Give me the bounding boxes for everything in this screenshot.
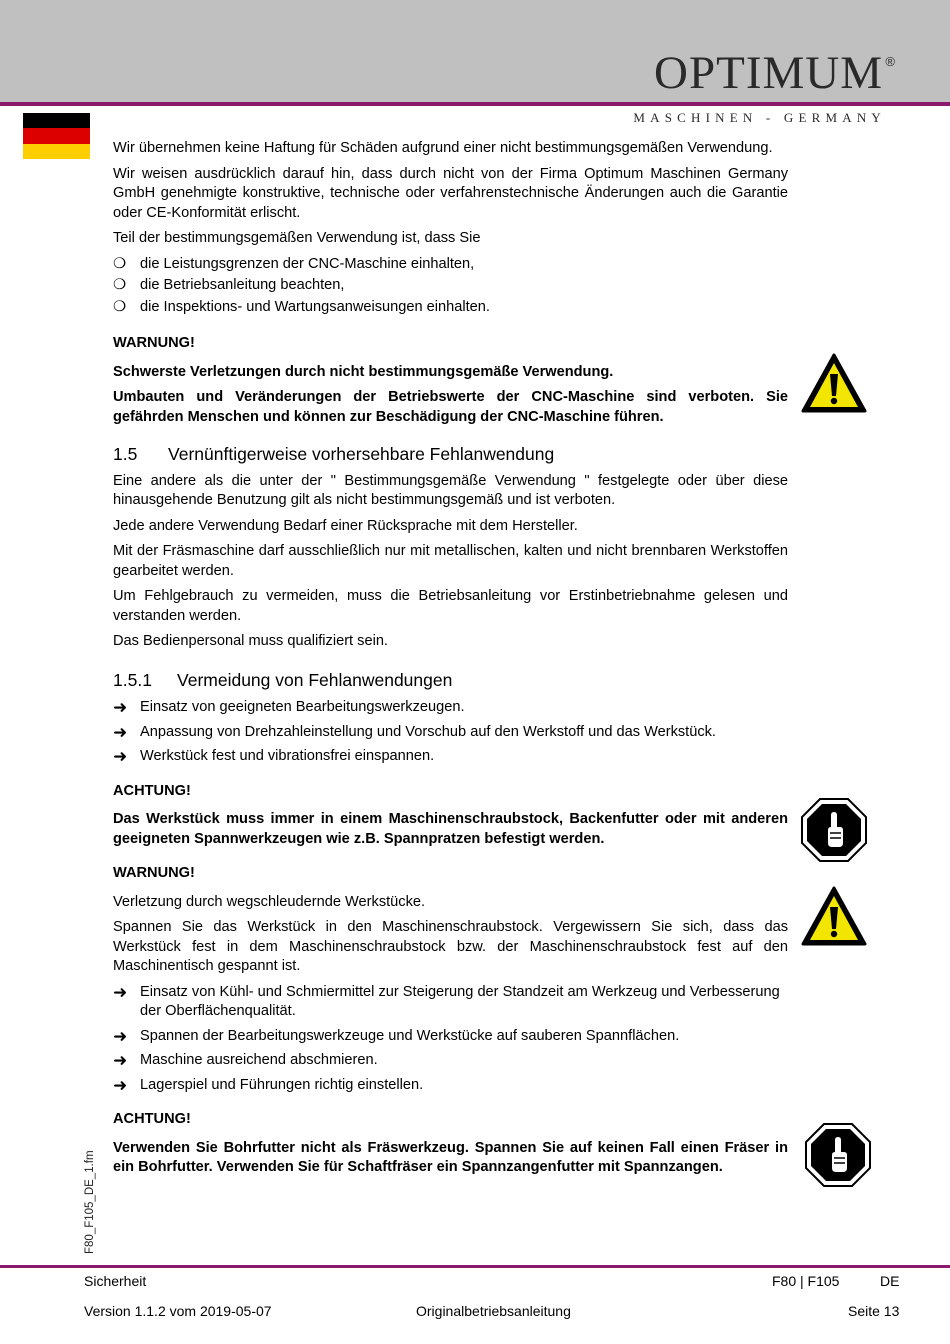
list-item: ❍ die Inspektions- und Wartungsanweisungen einhalten.: [113, 298, 788, 318]
warning-label: WARNUNG!: [113, 335, 195, 351]
paragraph: Wir weisen ausdrücklich darauf hin, dass durch nicht von der Firma Optimum Maschinen Germany GmbH genehmigte konstruktive, technische oder verfahrenstechnische Änderungen auch die Garantie oder CE-Konformität erlischt.: [113, 165, 788, 221]
subsection-heading: 1.5.1 Vermeidung von Fehlanwendungen: [113, 669, 453, 690]
arrow-right-icon: ➜: [113, 1051, 128, 1070]
list-item: ➜ Werkstück fest und vibrationsfrei einspannen.: [113, 747, 435, 766]
registered-mark: ®: [885, 54, 895, 69]
section-heading: 1.5 Vernünftigerweise vorhersehbare Fehlanwendung: [113, 444, 555, 464]
page-content: [113, 139, 788, 1184]
footer-language: DE: [880, 1273, 900, 1289]
paragraph: Teil der bestimmungsgemäßen Verwendung ist, dass Sie: [113, 230, 481, 246]
header-accent-line: [0, 102, 950, 106]
list-item: ❍ die Betriebsanleitung beachten,: [113, 276, 788, 296]
arrow-right-icon: ➜: [113, 698, 128, 717]
warning-label: WARNUNG!: [113, 865, 195, 881]
file-name-label: F80_F105_DE_1.fm: [84, 1150, 96, 1254]
paragraph: Mit der Fräsmaschine darf ausschließlich nur mit metallischen, kalten und nicht brennbaren Werkstoffen gearbeitet werden.: [113, 543, 788, 579]
attention-text: Verwenden Sie Bohrfutter nicht als Fräswerkzeug. Spannen Sie auf keinen Fall einen Fräser in ein Bohrfutter. Verwenden Sie für Schaftfräser ein Spannzangenfutter mit Spannzangen.: [113, 1139, 788, 1175]
brand-subtitle: MASCHINEN - GERMANY: [633, 110, 886, 125]
warning-text: Spannen Sie das Werkstück in den Maschinenschraubstock. Vergewissern Sie sich, dass das Werkstück fest in dem Maschinenschraubstock bzw. der Maschinenschraubstock fest auf den Maschinentisch gespannt ist.: [113, 919, 788, 974]
stop-hand-icon: [804, 1122, 872, 1188]
footer-doc-type: Originalbetriebsanleitung: [416, 1303, 571, 1319]
attention-label: ACHTUNG!: [113, 1111, 191, 1127]
german-flag-icon: [23, 113, 90, 159]
paragraph: Wir übernehmen keine Haftung für Schäden aufgrund einer nicht bestimmungsgemäßen Verwendung.: [113, 140, 773, 156]
paragraph: Das Bedienpersonal muss qualifiziert sein.: [113, 633, 388, 649]
arrow-right-icon: ➜: [113, 982, 128, 1002]
warning-triangle-icon: [800, 885, 868, 947]
bullet-icon: ❍: [113, 298, 127, 315]
list-item: ➜ Anpassung von Drehzahleinstellung und Vorschub auf den Werkstoff und das Werkstück.: [113, 722, 716, 742]
arrow-right-icon: ➜: [113, 1026, 128, 1046]
attention-label: ACHTUNG!: [113, 782, 191, 799]
arrow-right-icon: ➜: [113, 747, 128, 766]
warning-triangle-icon: [800, 352, 868, 414]
arrow-right-icon: ➜: [113, 722, 128, 742]
paragraph: Um Fehlgebrauch zu vermeiden, muss die Betriebsanleitung vor Erstinbetriebnahme gelesen und verstanden werden.: [113, 588, 788, 624]
list-item: ➜ Maschine ausreichend abschmieren.: [113, 1051, 378, 1070]
paragraph: Eine andere als die unter der " Bestimmungsgemäße Verwendung " festgelegte oder über diese hinausgehende Benutzung gilt als nicht bestimmungsgemäß und ist verboten.: [113, 472, 788, 508]
footer-version: Version 1.1.2 vom 2019-05-07: [84, 1303, 272, 1319]
footer-page-number: Seite 13: [848, 1303, 900, 1319]
list-item: ➜ Einsatz von geeigneten Bearbeitungswerkzeugen.: [113, 698, 465, 717]
list-item: ❍ die Leistungsgrenzen der CNC-Maschine einhalten,: [113, 255, 788, 275]
footer-section: Sicherheit: [84, 1273, 147, 1289]
list-item: ➜ Einsatz von Kühl- und Schmiermittel zur Steigerung der Standzeit am Werkzeug und Verbesserung der Oberflächenqualität.: [113, 982, 780, 1019]
attention-text: Das Werkstück muss immer in einem Maschinenschraubstock, Backenfutter oder mit anderen geeigneten Spannwerkzeugen wie z.B. Spannpratzen befestigt werden.: [113, 811, 788, 847]
arrow-right-icon: ➜: [113, 1075, 128, 1095]
warning-text: Verletzung durch wegschleudernde Werkstücke.: [113, 893, 426, 910]
list-item: ➜ Spannen der Bearbeitungswerkzeuge und Werkstücke auf sauberen Spannflächen.: [113, 1026, 680, 1046]
bullet-icon: ❍: [113, 255, 127, 272]
brand-logo: OPTIMUM: [654, 47, 883, 99]
warning-text: Schwerste Verletzungen durch nicht bestimmungsgemäße Verwendung.: [113, 363, 614, 380]
list-item: ➜ Lagerspiel und Führungen richtig einstellen.: [113, 1075, 424, 1095]
paragraph: Jede andere Verwendung Bedarf einer Rücksprache mit dem Hersteller.: [113, 517, 578, 534]
stop-hand-icon: [800, 797, 868, 863]
footer-accent-line: [0, 1265, 950, 1268]
warning-text: Umbauten und Veränderungen der Betriebswerte der CNC-Maschine sind verboten. Sie gefährden Menschen und können zur Beschädigung der CNC-Maschine führen.: [113, 389, 788, 425]
footer-model: F80 | F105: [772, 1273, 840, 1289]
bullet-icon: ❍: [113, 277, 127, 293]
